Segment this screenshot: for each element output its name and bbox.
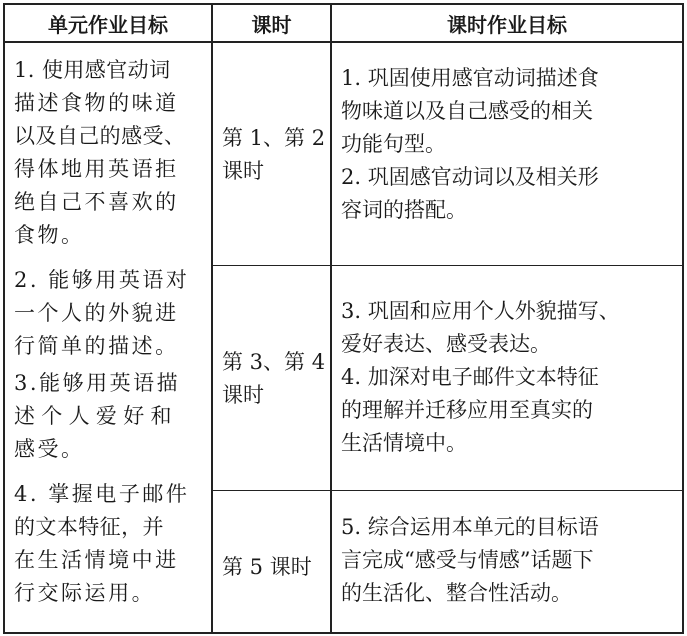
- period-goal-line: 3. 巩固和应用个人外貌描写、: [341, 299, 620, 323]
- header-period-goals: 课时作业目标: [447, 12, 567, 37]
- unit-goal-4: [14, 478, 210, 610]
- unit-goal-line: 描述食物的味道: [14, 91, 179, 115]
- unit-goal-3: [14, 367, 210, 466]
- unit-goal-line: 4. 掌握电子邮件: [14, 482, 190, 506]
- period-goal-line: 5. 综合运用本单元的目标语: [341, 515, 599, 539]
- period-goal-line: 功能句型。: [341, 132, 446, 156]
- unit-goal-line: 3.能够用英语描: [14, 371, 181, 395]
- unit-goal-line: 绝自己不喜欢的: [14, 190, 179, 214]
- column-divider-1: [211, 3, 213, 634]
- period-cell-1: [222, 122, 325, 188]
- period-goal-line: 1. 巩固使用感官动词描述食: [341, 66, 599, 90]
- table-border-right: [682, 3, 684, 634]
- unit-goal-line: 一个人的外貌进: [14, 301, 179, 325]
- period-label-line: 第 1、第 2: [222, 126, 326, 150]
- unit-goal-1: [14, 54, 210, 252]
- unit-goal-line: 在生活情境中进: [14, 548, 179, 572]
- header-divider: [3, 41, 684, 43]
- unit-goal-line: 1. 使用感官动词: [14, 58, 171, 82]
- header-period: 课时: [251, 12, 292, 37]
- period-label-line: 第 3、第 4: [222, 350, 326, 374]
- period-label-line: 课时: [222, 383, 264, 407]
- period-goal-line: 的生活化、整合性活动。: [341, 581, 572, 605]
- period-cell-2: [222, 346, 325, 412]
- period-goal-line: 爱好表达、感受表达。: [341, 332, 551, 356]
- table-border-bottom: [3, 632, 684, 634]
- period-goals-cell-2: [341, 295, 677, 460]
- period-goal-line: 言完成“感受与情感”话题下: [341, 548, 594, 572]
- period-goal-line: 2. 巩固感官动词以及相关形: [341, 165, 599, 189]
- period-goal-line: 的理解并迁移应用至真实的: [341, 398, 593, 422]
- row-divider-1: [211, 265, 684, 266]
- unit-goal-line: 述个人爱好和: [14, 404, 178, 428]
- unit-goal-line: 以及自己的感受、: [14, 124, 186, 148]
- unit-goal-2: [14, 264, 210, 363]
- unit-goal-line: 行简单的描述。: [14, 334, 179, 358]
- period-goal-line: 物味道以及自己感受的相关: [341, 99, 593, 123]
- period-goal-line: 生活情境中。: [341, 431, 467, 455]
- period-goal-line: 容词的搭配。: [341, 198, 467, 222]
- unit-goal-line: 得体地用英语拒: [14, 157, 179, 181]
- row-divider-2: [211, 490, 684, 491]
- period-goals-cell-1: [341, 62, 677, 227]
- period-goals-cell-3: [341, 511, 677, 610]
- period-goal-line: 4. 加深对电子邮件文本特征: [341, 365, 599, 389]
- header-unit-goals: 单元作业目标: [48, 12, 168, 37]
- period-cell-3: [222, 551, 312, 584]
- unit-goal-line: 的文本特征，并: [14, 515, 164, 539]
- unit-goal-line: 行交际运用。: [14, 581, 156, 605]
- column-divider-2: [330, 3, 332, 634]
- period-label-line: 第 5 课时: [222, 555, 312, 579]
- table-border-left: [3, 3, 5, 634]
- period-label-line: 课时: [222, 159, 264, 183]
- unit-goal-line: 2. 能够用英语对: [14, 268, 190, 292]
- unit-goals-cell: [14, 54, 210, 610]
- unit-goal-line: 感受。: [14, 437, 85, 461]
- unit-goal-line: 食物。: [14, 223, 85, 247]
